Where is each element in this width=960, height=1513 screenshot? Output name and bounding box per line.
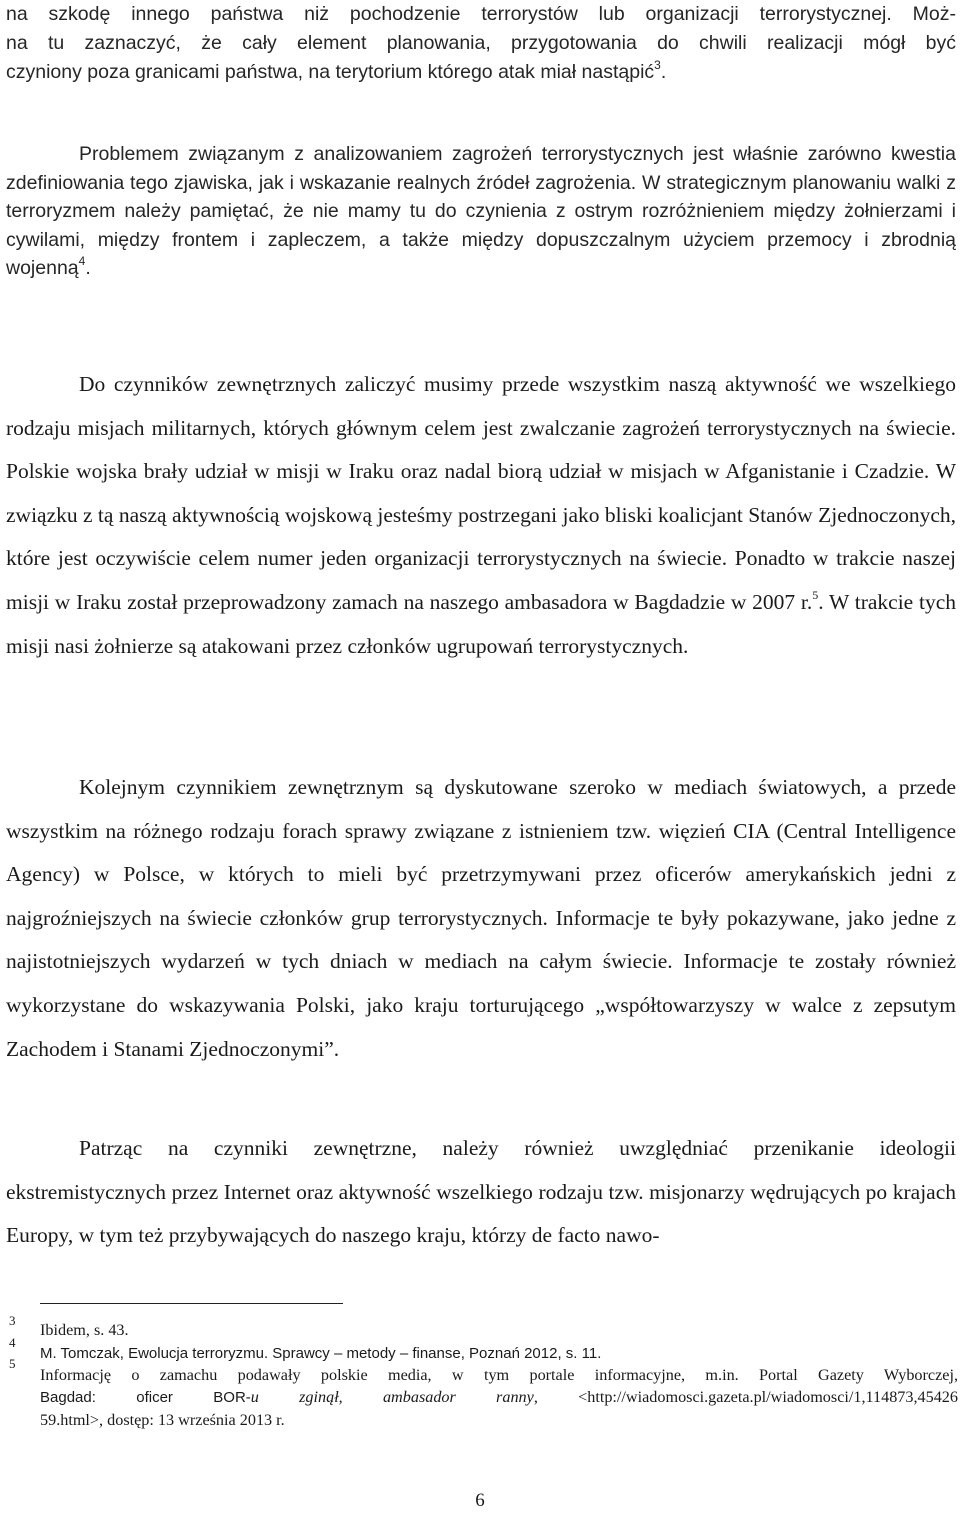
paragraph-external-factors xyxy=(6,363,956,668)
footnote-number-4: 4 xyxy=(9,1334,16,1350)
footnote-5-article-title: u zginął, ambasador ranny xyxy=(250,1388,534,1406)
paragraph-ideology-text: Patrząc na czynniki zewnętrzne, należy również uwzględniać przenikanie ideologii ekstremistycznych przez Internet oraz aktywność wszelkiego rodzaju tzw. misjonarzy wędrujących po krajach Europy, w tym też przybywających do naszego kraju, którzy de facto nawo- xyxy=(6,1136,956,1248)
intro-line-3-text: czyniony poza granicami państwa, na terytorium którego atak miał nastąpić xyxy=(6,61,655,83)
footnote-5-line-3 xyxy=(40,1409,958,1431)
paragraph-external-text: Do czynników zewnętrznych zaliczyć musimy przede wszystkim naszą aktywność we wszelkiego rodzaju misjach militarnych, których głównym celem jest zwalczanie zagrożeń terrorystycznych na świecie. Polskie wojska brały udział w misji w Iraku oraz nadal biorą udział w misjach w Afganistanie i Czadzie. W związku z tą naszą aktywnością wojskową jesteśmy postrzegani jako bliski koalicjant Stanów Zjednoczonych, które jest oczywiście celem numer jeden organizacji terrorystycznych na świecie. Ponadto w trakcie naszej misji w Iraku został przeprowadzony zamach na naszego ambasadora w Bagdadzie w 2007 r. xyxy=(6,372,956,614)
paragraph-ideology xyxy=(6,1127,956,1258)
intro-line-3-end: . xyxy=(660,61,667,83)
footnote-5-part-2: Bagdad: oficer BOR- xyxy=(40,1389,251,1406)
footnote-5 xyxy=(40,1364,958,1431)
footnote-5-line-1 xyxy=(40,1364,958,1386)
intro-paragraph xyxy=(6,0,956,87)
footnote-4 xyxy=(40,1342,958,1365)
footnote-numbers xyxy=(9,1310,29,1375)
paragraph-cia-text: Kolejnym czynnikiem zewnętrznym są dyskutowane szeroko w mediach światowych, a przede wszystkim na różnego rodzaju forach sprawy związane z istnieniem tzw. więzień CIA (Central Intelligence Agency) w Polsce, w których to mieli być przetrzymywani przez oficerów amerykańskich jedni z najgroźniejszych na świecie członków grup terrorystycznych. Informacje te były pokazywane, jako jedne z najistotniejszych wydarzeń w tych dniach w mediach na całym świecie. Informacje te zostały również wykorzystane do wskazywania Polski, jako kraju torturującego „współtowarzyszy w walce z zepsutym Zachodem i Stanami Zjednoczonymi”. xyxy=(6,775,956,1061)
footnote-5-line-2 xyxy=(40,1386,958,1409)
footnote-ref-4[interactable]: 4 xyxy=(78,253,86,268)
paragraph-problem-end: . xyxy=(85,257,91,279)
paragraph-problem xyxy=(6,140,956,283)
footnote-5-url[interactable]: , <http://wiadomosci.gazeta.pl/wiadomosci/1,114873,45426 xyxy=(533,1388,958,1406)
paragraph-cia xyxy=(6,766,956,1071)
footnote-5-part-3: 59.html>, dostęp: 13 września 2013 r. xyxy=(40,1411,285,1429)
footnote-4-text: M. Tomczak, Ewolucja terroryzmu. Sprawcy – metody – finanse, Poznań 2012, s. 11. xyxy=(40,1345,602,1362)
page-number: 6 xyxy=(475,1490,485,1511)
footnote-number-5: 5 xyxy=(9,1356,16,1371)
intro-line-2: na tu zaznaczyć, że cały element planowania, przygotowania do chwili realizacji mógł być xyxy=(6,32,956,54)
footnote-3 xyxy=(40,1319,958,1341)
intro-line-3 xyxy=(6,58,956,87)
footnote-3-text: Ibidem, s. 43. xyxy=(40,1321,129,1339)
footnote-5-part-1: Informację o zamachu podawały polskie media, w tym portale informacyjne, m.in. Portal Gazety Wyborczej, xyxy=(40,1366,958,1384)
paragraph-problem-text: Problemem związanym z analizowaniem zagrożeń terrorystycznych jest właśnie zarówno kwestia zdefiniowania tego zjawiska, jak i wskazanie realnych źródeł zagrożenia. W strategicznym planowaniu walki z terroryzmem należy pamiętać, że nie mamy tu do czynienia z ostrym rozróżnieniem między żołnierzami i cywilami, między frontem i zapleczem, a także między dopuszczalnym użyciem przemocy i zbrodnią wojenną xyxy=(6,143,956,279)
footnote-separator xyxy=(40,1303,343,1304)
intro-line-1: na szkodę innego państwa niż pochodzenie terrorystów lub organizacji terrorystycznej. Moż- xyxy=(6,3,956,25)
footnote-ref-5[interactable]: 5 xyxy=(812,587,819,602)
paragraph-external-end: . W trakcie tych misji nasi żołnierze są atakowani przez członków ugrupowań terrorystycznych. xyxy=(6,589,956,658)
footnote-number-3: 3 xyxy=(9,1313,16,1328)
footnote-ref-3[interactable]: 3 xyxy=(654,57,661,72)
